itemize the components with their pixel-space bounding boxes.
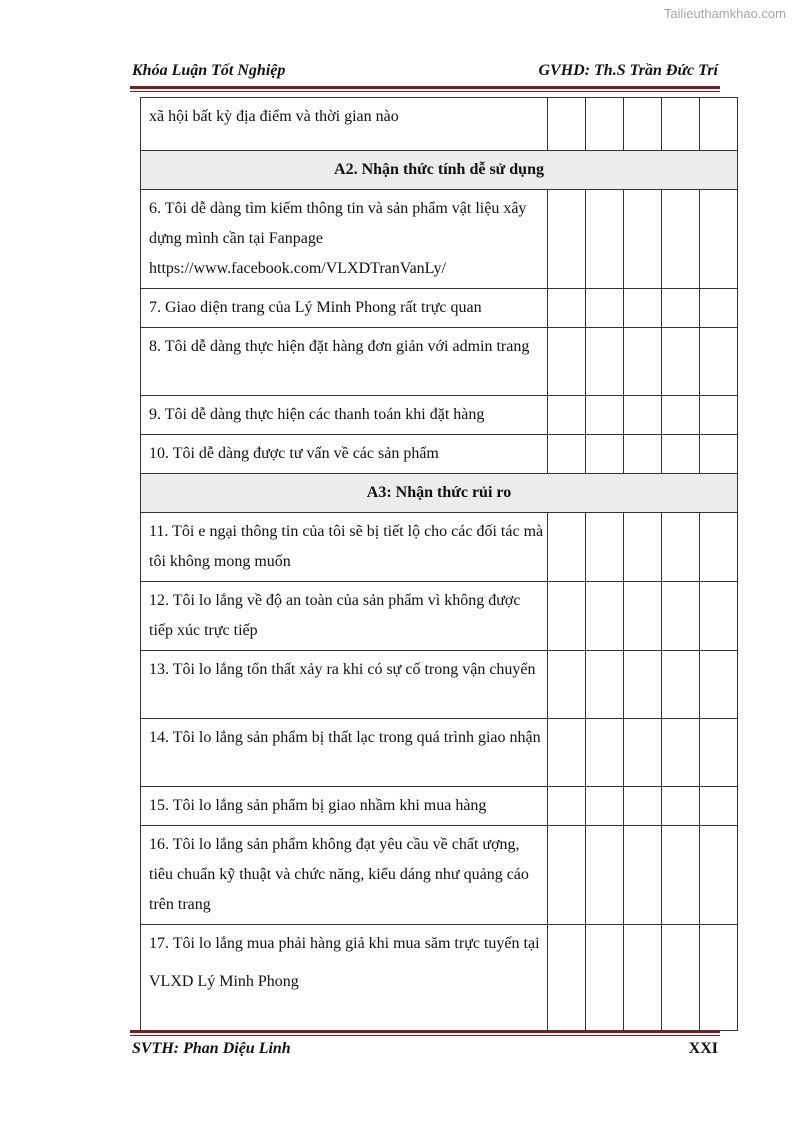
answer-cell[interactable] [700,289,738,328]
question-cell: 13. Tôi lo lắng tổn thất xảy ra khi có sự cố trong vận chuyển [141,651,548,719]
answer-cell[interactable] [548,190,586,289]
answer-cell[interactable] [624,435,662,474]
answer-cell[interactable] [624,582,662,651]
question-text-extra: VLXD Lý Minh Phong [149,973,299,990]
answer-cell[interactable] [700,190,738,289]
answer-cell[interactable] [548,651,586,719]
answer-cell[interactable] [700,582,738,651]
question-cell: 6. Tôi dễ dàng tìm kiếm thông tin và sản phẩm vật liệu xây dựng mình cần tại Fanpage https://www.facebook.com/VLXDTranVanLy/ [141,190,548,289]
question-cell: 8. Tôi dễ dàng thực hiện đặt hàng đơn giản với admin trang [141,328,548,396]
answer-cell[interactable] [700,787,738,826]
footer-rule [130,1030,720,1033]
answer-cell[interactable] [586,582,624,651]
answer-cell[interactable] [548,925,586,1031]
answer-cell[interactable] [548,719,586,787]
answer-cell[interactable] [662,582,700,651]
question-cell: 16. Tôi lo lắng sản phẩm không đạt yêu cầu về chất ượng, tiêu chuẩn kỹ thuật và chức năng, kiểu dáng như quảng cáo trên trang [141,826,548,925]
answer-cell[interactable] [548,98,586,151]
page-header [132,62,718,80]
answer-cell[interactable] [662,925,700,1031]
answer-cell[interactable] [700,435,738,474]
answer-cell[interactable] [662,826,700,925]
table-row [141,396,738,435]
answer-cell[interactable] [586,925,624,1031]
answer-cell[interactable] [586,98,624,151]
question-cell: 11. Tôi e ngại thông tin của tôi sẽ bị tiết lộ cho các đối tác mà tôi không mong muốn [141,513,548,582]
answer-cell[interactable] [662,719,700,787]
header-advisor: GVHD: Th.S Trần Đức Trí [538,62,718,79]
answer-cell[interactable] [624,719,662,787]
answer-cell[interactable] [700,98,738,151]
answer-cell[interactable] [662,435,700,474]
answer-cell[interactable] [700,826,738,925]
table-row [141,190,738,289]
question-cell: 15. Tôi lo lắng sản phẩm bị giao nhầm khi mua hàng [141,787,548,826]
question-cell: 12. Tôi lo lắng về độ an toàn của sản phẩm vì không được tiếp xúc trực tiếp [141,582,548,651]
section-title-a3: A3: Nhận thức rủi ro [141,474,738,513]
answer-cell[interactable] [548,328,586,396]
header-rule [130,86,720,89]
page-number: XXI [688,1040,718,1057]
answer-cell[interactable] [586,396,624,435]
answer-cell[interactable] [624,925,662,1031]
answer-cell[interactable] [548,435,586,474]
answer-cell[interactable] [662,289,700,328]
answer-cell[interactable] [700,328,738,396]
answer-cell[interactable] [624,513,662,582]
answer-cell[interactable] [624,328,662,396]
table-row [141,719,738,787]
answer-cell[interactable] [662,787,700,826]
answer-cell[interactable] [548,513,586,582]
table-row [141,513,738,582]
answer-cell[interactable] [662,328,700,396]
section-row [141,474,738,513]
answer-cell[interactable] [586,513,624,582]
question-cell: 9. Tôi dễ dàng thực hiện các thanh toán khi đặt hàng [141,396,548,435]
question-cell [141,925,548,1031]
footer-rule-thin [130,1035,720,1036]
watermark: Tailieuthamkhao.com [663,6,786,21]
answer-cell[interactable] [586,787,624,826]
answer-cell[interactable] [624,826,662,925]
table-row [141,651,738,719]
answer-cell[interactable] [700,719,738,787]
section-row [141,151,738,190]
survey-table [140,97,738,1031]
answer-cell[interactable] [700,396,738,435]
table-row [141,289,738,328]
answer-cell[interactable] [624,289,662,328]
question-cell: 7. Giao diện trang của Lý Minh Phong rất trực quan [141,289,548,328]
answer-cell[interactable] [586,190,624,289]
question-text: 17. Tôi lo lắng mua phải hàng giả khi mua săm trực tuyến tại [149,935,540,952]
table-row [141,328,738,396]
answer-cell[interactable] [586,826,624,925]
section-title-a2: A2. Nhận thức tính dễ sử dụng [141,151,738,190]
question-cell: xã hội bất kỳ địa điểm và thời gian nào [141,98,548,151]
answer-cell[interactable] [624,98,662,151]
question-cell: 14. Tôi lo lắng sản phẩm bị thất lạc trong quá trình giao nhận [141,719,548,787]
answer-cell[interactable] [624,651,662,719]
footer-student: SVTH: Phan Diệu Linh [132,1040,291,1057]
answer-cell[interactable] [548,826,586,925]
answer-cell[interactable] [586,435,624,474]
answer-cell[interactable] [700,513,738,582]
answer-cell[interactable] [586,328,624,396]
answer-cell[interactable] [662,98,700,151]
question-cell: 10. Tôi dễ dàng được tư vấn về các sản phẩm [141,435,548,474]
answer-cell[interactable] [624,190,662,289]
header-thesis-title: Khóa Luận Tốt Nghiệp [132,62,286,79]
answer-cell[interactable] [700,925,738,1031]
answer-cell[interactable] [700,651,738,719]
answer-cell[interactable] [548,289,586,328]
answer-cell[interactable] [624,787,662,826]
table-row [141,925,738,1031]
table-row [141,98,738,151]
answer-cell[interactable] [662,396,700,435]
answer-cell[interactable] [586,719,624,787]
page-footer [132,1040,718,1058]
answer-cell[interactable] [662,513,700,582]
answer-cell[interactable] [548,787,586,826]
table-row [141,826,738,925]
answer-cell[interactable] [624,396,662,435]
table-row [141,582,738,651]
answer-cell[interactable] [586,289,624,328]
answer-cell[interactable] [662,651,700,719]
table-row [141,787,738,826]
answer-cell[interactable] [586,651,624,719]
header-rule-thin [130,91,720,92]
table-row [141,435,738,474]
answer-cell[interactable] [662,190,700,289]
answer-cell[interactable] [548,582,586,651]
answer-cell[interactable] [548,396,586,435]
